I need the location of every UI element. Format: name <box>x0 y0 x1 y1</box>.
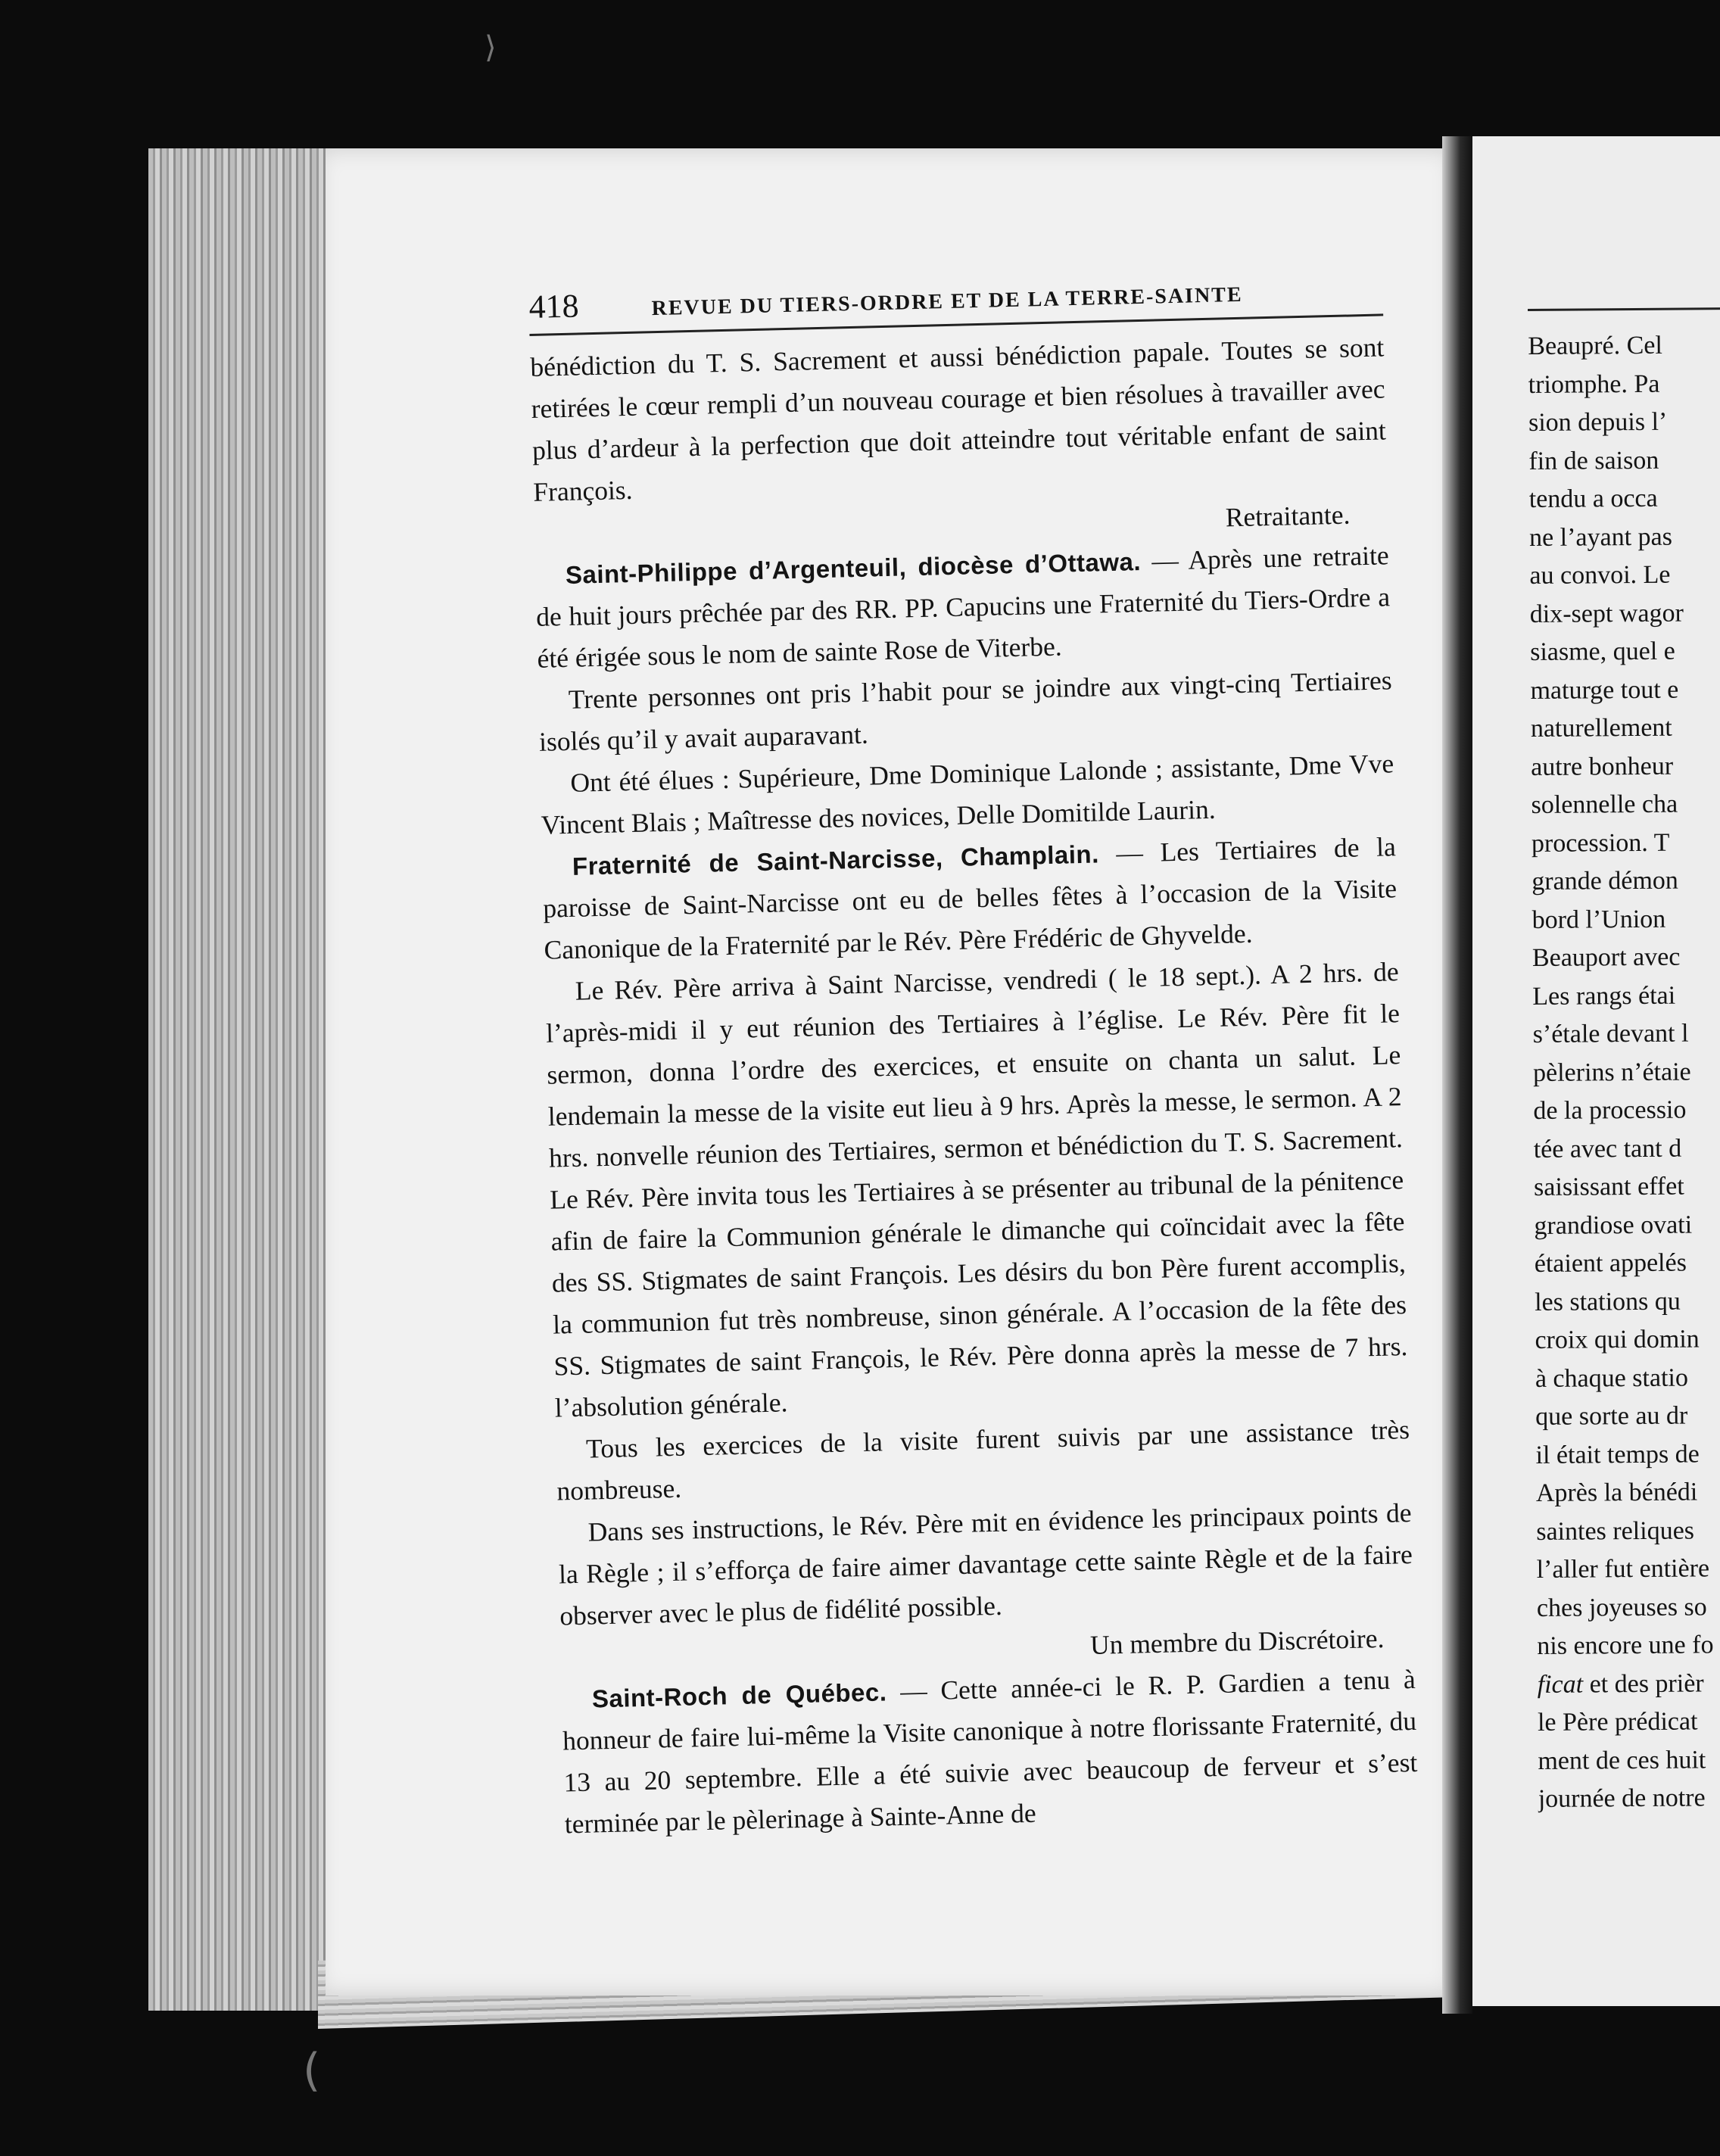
right-page-line: saisissant effet <box>1533 1172 1684 1201</box>
right-page-line: tendu a occa <box>1528 484 1658 513</box>
right-page-line: de la processio <box>1533 1095 1687 1125</box>
scan-speck: ( <box>303 2044 321 2097</box>
section-heading: Saint-Roch de Québec. <box>591 1678 887 1713</box>
italic-word: ficat <box>1537 1670 1584 1699</box>
section-heading: Fraternité de Saint-Narcisse, Champlain. <box>572 840 1100 880</box>
book-gutter <box>1442 136 1472 2014</box>
left-page-text <box>528 267 1419 1845</box>
right-page-line: grande démon <box>1531 866 1678 896</box>
page-number: 418 <box>528 287 580 326</box>
right-page-line: triomphe. Pa <box>1528 369 1660 399</box>
right-page-line: fin de saison <box>1528 446 1659 475</box>
section-heading: Saint-Philippe d’Argenteuil, diocèse d’Ottawa. <box>565 547 1142 589</box>
right-page-body <box>1528 326 1720 1818</box>
section-paragraph <box>534 534 1391 680</box>
signature-line: Retraitante. <box>1225 499 1351 533</box>
right-page-line: Les rangs étai <box>1532 981 1676 1011</box>
body-paragraph: Tous les exercices de la visite furent suivis par une assistance très nombreuse. <box>556 1414 1410 1506</box>
right-page-line: procession. T <box>1531 828 1670 858</box>
right-page-rule <box>1528 307 1720 311</box>
right-page-line: au convoi. Le <box>1529 560 1671 590</box>
right-page-line: l’aller fut entière <box>1536 1554 1710 1584</box>
section-text: — Les Tertiaires de la paroisse de Saint-Narcisse ont eu de belles fêtes à l’occasion de la Visite Canonique de la Fraternité par le Rév. Père Frédéric de Ghyvelde. <box>542 831 1398 965</box>
right-page-line: autre bonheur <box>1531 752 1674 781</box>
right-page-line: naturellement <box>1530 713 1672 743</box>
scan-speck: ⟩ <box>485 30 497 65</box>
right-page-line: bord l’Union <box>1531 905 1666 934</box>
right-page-line: nis encore une fo <box>1537 1631 1714 1660</box>
right-page-line: journée de notre <box>1538 1784 1706 1813</box>
section-paragraph <box>541 826 1398 971</box>
right-page-line: étaient appelés <box>1534 1248 1687 1278</box>
right-page-line: ches joyeuses so <box>1536 1592 1707 1622</box>
body-paragraph: Le Rév. Père arriva à Saint Narcisse, vendredi ( le 18 sept.). A 2 hrs. de l’après-midi il y eut réunion des Tertiaires à l’église. Le Rév. Père fit le sermon, donna l’ordre des exercices, et ensuite on chanta un salut. Le lendemain la messe de la visite eut lieu à 9 hrs. Après la messe, le sermon. A 2 hrs. nonvelle réunion des Tertiaires, sermon et bénédiction du T. S. Sacrement. Le Rév. Père invita tous les Tertiaires à se présenter au tribunal de la pénitence afin de faire la Communion générale le dimanche qui coïncidait avec la fête des SS. Stigmates de saint François. Les désirs du bon Père furent accomplis, la communion fut très nombreuse, sinon générale. A l’occasion de la fête des SS. Stigmates de saint François, le Rév. Père donna après la messe de 7 hrs. l’absolution générale. <box>545 956 1408 1423</box>
right-page-line: tée avec tant d <box>1533 1134 1682 1164</box>
body-paragraph: bénédiction du T. S. Sacrement et aussi bénédiction papale. Toutes se sont retirées le cœur rempli d’un nouveau courage et bien résolues à travailler avec plus d’ardeur à la perfection que doit atteindre tout véritable enfant de saint François. <box>530 332 1387 507</box>
right-page-line: Beaupré. Cel <box>1528 331 1662 360</box>
right-page-line: que sorte au dr <box>1535 1401 1688 1431</box>
right-page-line: à chaque statio <box>1535 1363 1689 1393</box>
right-page-line: pèlerins n’étaie <box>1532 1058 1691 1087</box>
right-page-line: sion depuis l’ <box>1528 407 1668 437</box>
right-page-line: grandiose ovati <box>1534 1210 1693 1240</box>
right-page-line: dix-sept wagor <box>1529 599 1684 628</box>
book-page-edges <box>148 148 330 2011</box>
section-text: — Cette année-ci le R. P. Gardien a tenu à honneur de faire lui-même la Visite canonique à notre florissante Fraternité, du 13 au 20 septembre. Elle a été suivie avec beaucoup de ferveur et s’est terminée par le pèlerinage à Sainte-Anne de <box>562 1663 1418 1840</box>
right-page-line: croix qui domin <box>1535 1325 1700 1354</box>
right-page-line: maturge tout e <box>1530 675 1679 705</box>
right-page-line: ne l’ayant pas <box>1528 522 1673 552</box>
signature-line: Un membre du Discrétoire. <box>1089 1622 1385 1661</box>
right-page-line: saintes reliques <box>1536 1516 1695 1546</box>
right-page-line: solennelle cha <box>1531 790 1678 819</box>
body-paragraph: Trente personnes ont pris l’habit pour se joindre aux vingt-cinq Tertiaires isolés qu’il y avait auparavant. <box>538 665 1392 757</box>
right-page-line: les stations qu <box>1535 1287 1681 1316</box>
right-page-line: Après la bénédi <box>1535 1478 1698 1507</box>
running-head-title: REVUE DU TIERS-ORDRE ET DE LA TERRE-SAINTE <box>651 282 1243 321</box>
right-page-line: s’étale devant l <box>1532 1019 1689 1048</box>
right-page-text <box>1528 307 1720 1818</box>
right-page-line: ficat et des prièr <box>1537 1668 1704 1699</box>
right-page-line: il était temps de <box>1535 1439 1700 1469</box>
left-page-body <box>530 326 1419 1845</box>
right-page-line: le Père prédicat <box>1537 1707 1698 1737</box>
right-page-line: siasme, quel e <box>1530 637 1675 666</box>
body-paragraph: Dans ses instructions, le Rév. Père mit en évidence les principaux points de la Règle ; il s’efforça de faire aimer davantage cette sainte Règle et de la faire observer avec le plus de fidélité possible. <box>558 1497 1413 1631</box>
right-page-line: ment de ces huit <box>1538 1745 1706 1775</box>
section-text: — Après une retraite de huit jours prêchée par des RR. PP. Capucins une Fraternité du Tiers-Ordre a été érigée sous le nom de sainte Rose de Viterbe. <box>535 540 1391 674</box>
section-paragraph <box>561 1659 1419 1846</box>
right-page-line: Beauport avec <box>1531 942 1681 972</box>
body-paragraph: Ont été élues : Supérieure, Dme Dominique Lalonde ; assistante, Dme Vve Vincent Blais ; Maîtresse des novices, Delle Domitilde Laurin. <box>541 748 1394 840</box>
